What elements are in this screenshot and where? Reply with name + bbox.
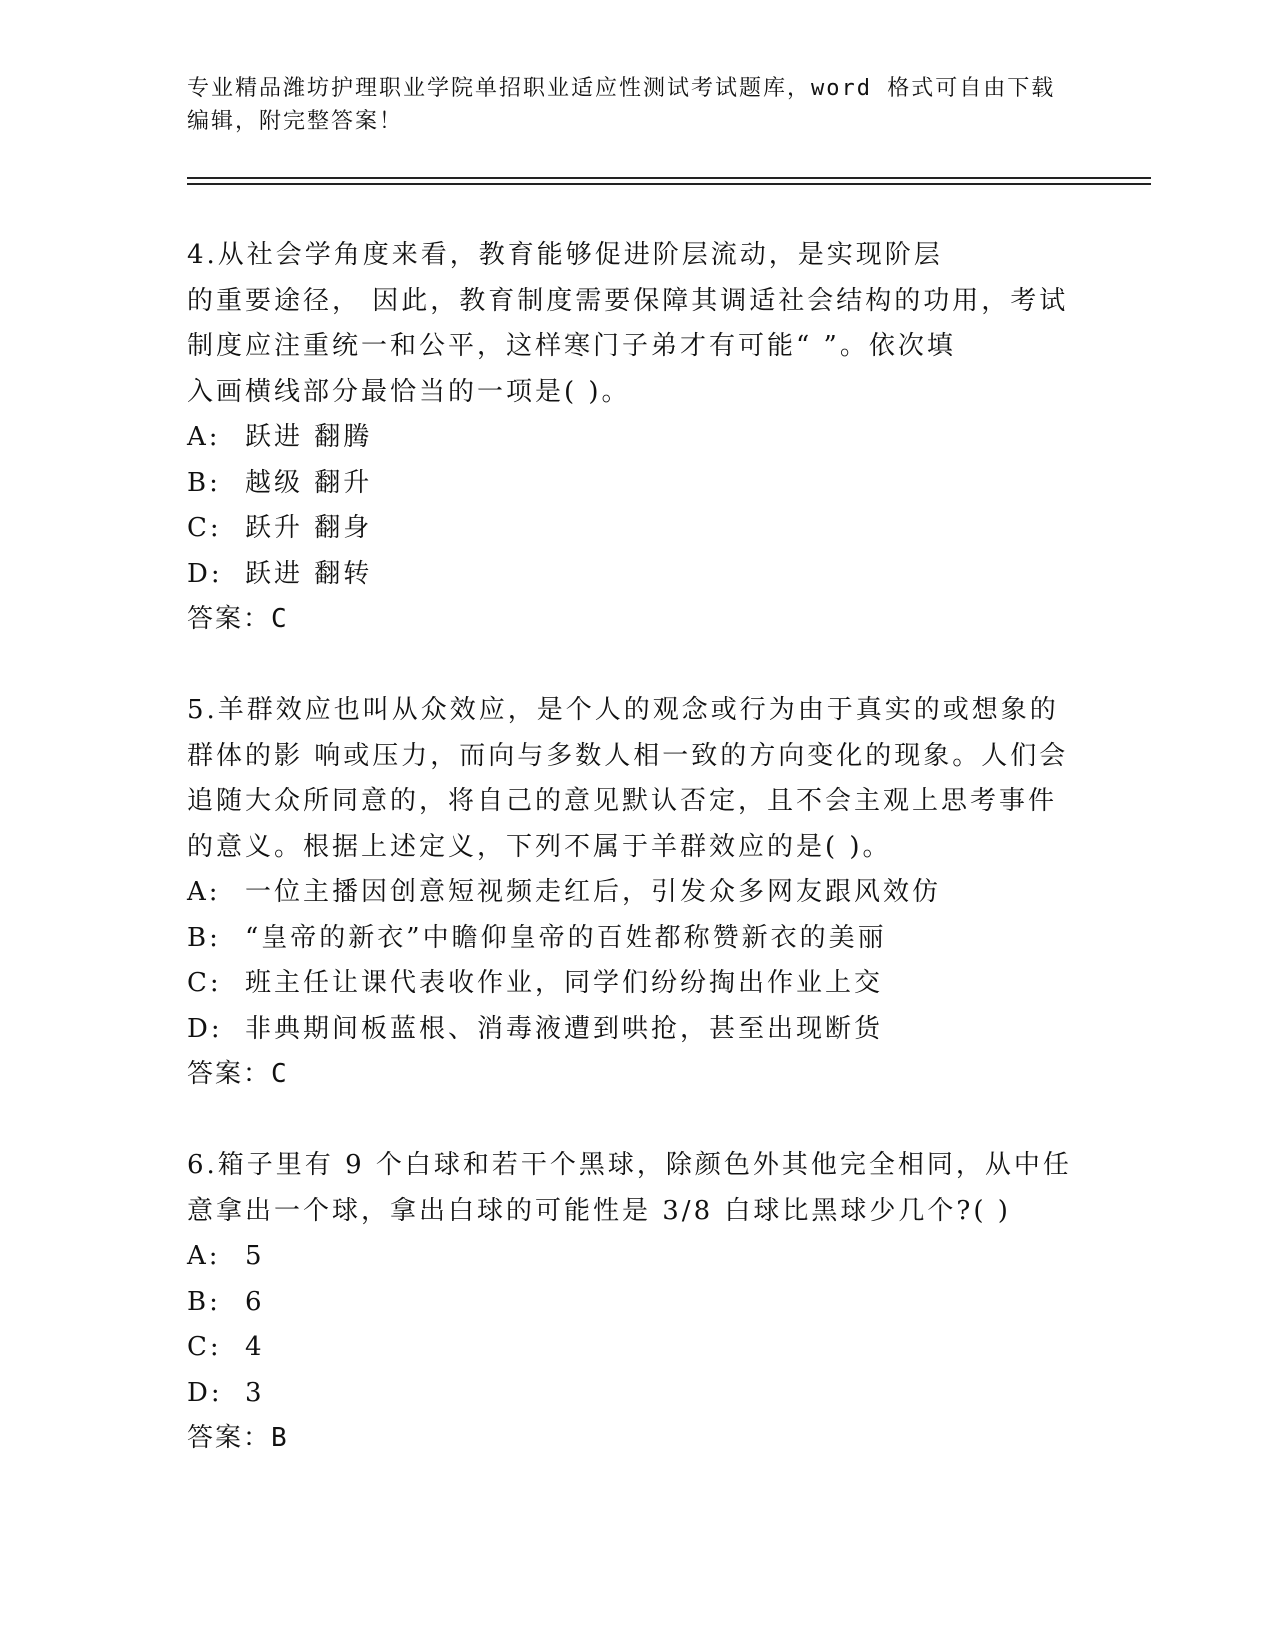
- stem-line: 意拿出一个球，拿出白球的可能性是 3/8 白球比黑球少几个?( ): [187, 1195, 1011, 1226]
- option-text: 5: [245, 1241, 265, 1271]
- option-a: [187, 870, 1077, 916]
- question-4: [187, 233, 1077, 643]
- option-text: 6: [245, 1286, 265, 1317]
- option-key: A:: [187, 877, 221, 907]
- option-c: [187, 506, 1077, 552]
- option-text: 4: [245, 1332, 265, 1362]
- option-text: 跃进 翻转: [245, 558, 373, 589]
- header-rule-top: [187, 177, 1151, 179]
- option-text: 越级 翻升: [245, 467, 373, 498]
- option-key: A:: [187, 422, 221, 452]
- option-b: [187, 916, 1077, 962]
- stem-line: 入画横线部分最恰当的一项是( )。: [187, 376, 631, 407]
- option-key: D:: [187, 1377, 223, 1408]
- answer: 答案：C: [187, 604, 289, 634]
- option-text: “皇帝的新衣”中瞻仰皇帝的百姓都称赞新衣的美丽: [245, 922, 887, 953]
- option-c: [187, 961, 1077, 1007]
- option-text: 班主任让课代表收作业，同学们纷纷掏出作业上交: [245, 968, 884, 998]
- answer: 答案：B: [187, 1423, 289, 1453]
- answer: 答案：C: [187, 1059, 289, 1089]
- document-header: [187, 72, 1087, 138]
- stem-line: 制度应注重统一和公平，这样寒门子弟才有可能“ ”。依次填: [187, 331, 956, 361]
- question-stem: [187, 1143, 1077, 1234]
- option-text: 跃升 翻身: [245, 513, 373, 543]
- stem-line: 5.羊群效应也叫从众效应，是个人的观念或行为由于真实的或想象的: [187, 695, 1059, 725]
- option-d: [187, 552, 1077, 598]
- option-list: [187, 870, 1077, 1052]
- option-list: [187, 1234, 1077, 1416]
- option-key: B:: [187, 1286, 221, 1317]
- question-5: [187, 688, 1077, 1098]
- option-key: D:: [187, 1013, 223, 1044]
- option-key: B:: [187, 922, 221, 953]
- header-rule-bottom: [187, 183, 1151, 185]
- option-a: [187, 415, 1077, 461]
- stem-line: 6.箱子里有 9 个白球和若干个黑球，除颜色外其他完全相同，从中任: [187, 1150, 1072, 1180]
- option-c: [187, 1325, 1077, 1371]
- option-key: B:: [187, 467, 221, 498]
- question-6: [187, 1143, 1077, 1462]
- option-b: [187, 1280, 1077, 1326]
- header-line-2: 编辑，附完整答案！: [187, 109, 404, 134]
- option-key: C:: [187, 513, 222, 543]
- option-a: [187, 1234, 1077, 1280]
- question-stem: [187, 688, 1077, 870]
- option-list: [187, 415, 1077, 597]
- stem-line: 的重要途径， 因此，教育制度需要保障其调适社会结构的功用，考试: [187, 285, 1069, 316]
- option-text: 非典期间板蓝根、消毒液遭到哄抢，甚至出现断货: [245, 1013, 884, 1044]
- option-key: C:: [187, 968, 222, 998]
- option-text: 跃进 翻腾: [245, 422, 373, 452]
- option-key: C:: [187, 1332, 222, 1362]
- stem-line: 群体的影 响或压力，而向与多数人相一致的方向变化的现象。人们会: [187, 740, 1069, 771]
- option-b: [187, 461, 1077, 507]
- option-d: [187, 1371, 1077, 1417]
- option-d: [187, 1007, 1077, 1053]
- header-line-1: 专业精品潍坊护理职业学院单招职业适应性测试考试题库，word 格式可自由下载: [187, 76, 1056, 101]
- stem-line: 4.从社会学角度来看，教育能够促进阶层流动，是实现阶层: [187, 240, 943, 270]
- stem-line: 的意义。根据上述定义，下列不属于羊群效应的是( )。: [187, 831, 892, 862]
- stem-line: 追随大众所同意的，将自己的意见默认否定，且不会主观上思考事件: [187, 786, 1058, 816]
- option-key: D:: [187, 558, 223, 589]
- option-text: 一位主播因创意短视频走红后，引发众多网友跟风效仿: [245, 877, 942, 907]
- option-text: 3: [245, 1377, 265, 1408]
- question-stem: [187, 233, 1077, 415]
- option-key: A:: [187, 1241, 221, 1271]
